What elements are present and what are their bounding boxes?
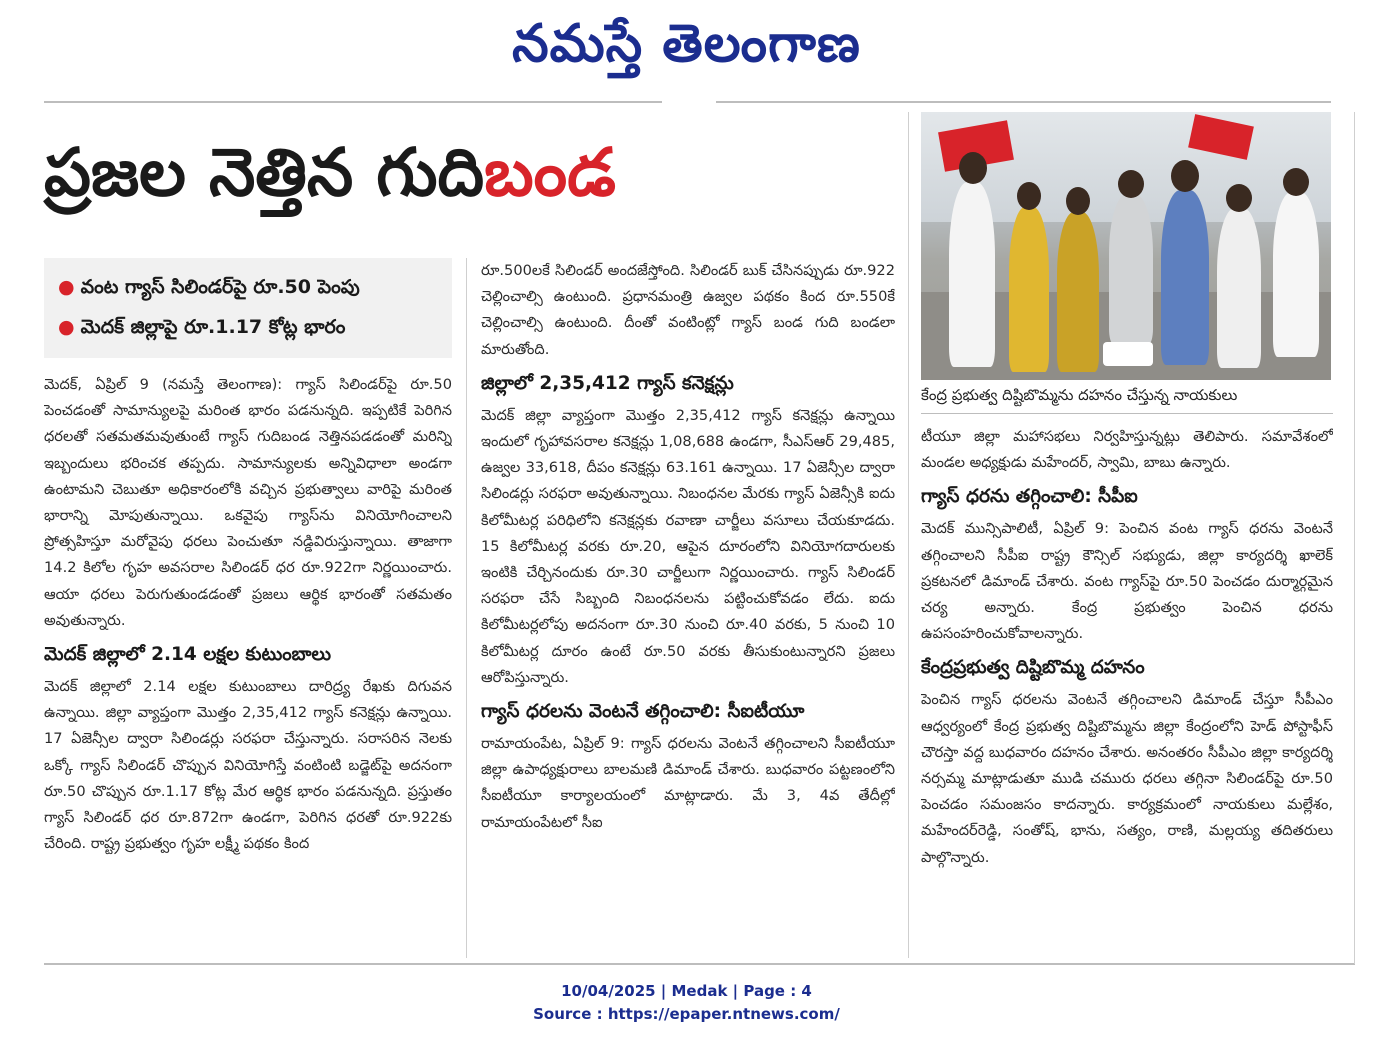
- column-divider: [466, 258, 467, 958]
- column-3-subheading-2: కేంద్రప్రభుత్వ దిష్టిబొమ్మ దహనం: [921, 657, 1145, 679]
- highlight-text: వంట గ్యాస్ సిలిండర్‌పై రూ.50 పెంపు: [80, 276, 360, 298]
- highlight-item: [58, 314, 448, 340]
- column-2: [481, 258, 895, 958]
- column-3: [921, 424, 1333, 958]
- highlights-box: [44, 258, 452, 358]
- photo-person: [949, 182, 995, 367]
- photo-person-head: [1017, 182, 1041, 210]
- headline-main: ప్రజల నెత్తిన గుది: [44, 134, 485, 211]
- highlight-item: [58, 274, 448, 300]
- bullet-icon: ●: [58, 276, 75, 298]
- photo-person: [1057, 212, 1099, 372]
- photo-person: [1109, 194, 1153, 344]
- photo-person-head: [1118, 170, 1144, 198]
- column-2-subheading-1: జిల్లాలో 2,35,412 గ్యాస్ కనెక్షన్లు: [481, 372, 734, 394]
- photo-caption: కేంద్ర ప్రభుత్వ దిష్టిబొమ్మను దహనం చేస్తున్న నాయకులు: [921, 386, 1238, 404]
- photo-effigy: [1103, 342, 1153, 366]
- column-3-body-1: మెదక్ మున్సిపాలిటీ, ఏప్రిల్ 9: పెంచిన వంట గ్యాస్ ధరను వెంటనే తగ్గించాలని సీపీఐ రాష్ట్ర కౌన్సిల్ సభ్యుడు, జిల్లా కార్యదర్శి ఖాలెక్ ప్రకటనలో డిమాండ్ చేశారు. వంట గ్యాస్‌పై రూ.50 పెంచడం దుర్మార్గమైన చర్య అన్నారు. కేంద్ర ప్రభుత్వం పెంచిన ధరను ఉపసంహరించుకోవాలన్నారు.: [921, 520, 1333, 643]
- column-2-subheading-2: గ్యాస్ ధరలను వెంటనే తగ్గించాలి: సీఐటీయూ: [481, 701, 805, 723]
- photo-person-head: [959, 152, 987, 184]
- column-2-body-1: మెదక్ జిల్లా వ్యాప్తంగా మొత్తం 2,35,412 గ్యాస్ కనెక్షన్లు ఉన్నాయి ఇందులో గృహావసరాల కనెక్షన్లు 1,08,688 ఉండగా, సీఎస్ఆర్ 29,485, ఉజ్వల 33,618, దీపం కనెక్షన్లు 63.161 ఉన్నాయి. 17 ఏజెన్సీల ద్వారా సిలిండర్లు సరఫరా అవుతున్నాయి. నిబంధనల మేరకు గ్యాస్ ఏజెన్సీకి ఐదు కిలోమీటర్ల పరిధిలోని కనెక్షన్లకు రవాణా చార్జీలు వసూలు చేయకూడదు. 15 కిలోమీటర్ల వరకు రూ.20, ఆపైన దూరంలోని వినియోగదారులకు ఇంటికి చేర్చినందుకు రూ.30 చార్జీలుగా నిర్ణయించారు. గ్యాస్ సిలిండర్ సరఫరా చేసే సిబ్బంది నిబంధనలను పట్టించుకోవడం లేదు. ఐదు కిలోమీటర్లలోపు అదనంగా రూ.30 నుంచి రూ.40 వరకు, 5 నుంచి 10 కిలోమీటర్ల దూరం ఉంటే రూ.50 వరకు తీసుకుంటున్నారని ప్రజలు ఆరోపిస్తున్నారు.: [481, 406, 895, 686]
- column-3-subheading-1: గ్యాస్ ధరను తగ్గించాలి: సీపీఐ: [921, 486, 1138, 508]
- headline: [44, 128, 904, 218]
- bullet-icon: ●: [58, 316, 75, 338]
- top-rule-right: [716, 101, 1331, 103]
- column-1-subheading: మెదక్ జిల్లాలో 2.14 లక్షల కుటుంబాలు: [44, 644, 331, 666]
- photo-person-head: [1066, 187, 1090, 215]
- news-photo: [921, 112, 1331, 380]
- bottom-rule: [44, 963, 1355, 965]
- photo-person-head: [1226, 184, 1252, 212]
- column-divider: [908, 112, 909, 958]
- headline-accent: బండ: [484, 134, 616, 211]
- photo-person: [1273, 192, 1319, 357]
- column-3-body-2: పెంచిన గ్యాస్ ధరలను వెంటనే తగ్గించాలని డిమాండ్ చేస్తూ సీపీఎం ఆధ్వర్యంలో కేంద్ర ప్రభుత్వ దిష్టిబొమ్మను జిల్లా కేంద్రంలోని హెడ్ పోస్టాఫీస్ చౌరస్తా వద్ద బుధవారం దహనం చేశారు. అనంతరం సీపీఎం జిల్లా కార్యదర్శి నర్సమ్మ మాట్లాడుతూ ముడి చమురు ధరలు తగ్గినా సిలిండర్‌పై రూ.50 పెంచడం సమంజసం కాదన్నారు. కార్యక్రమంలో నాయకులు మల్లేశం, మహేందర్‌రెడ్డి, సంతోష్, భాను, సత్యం, రాణి, మల్లయ్య తదితరులు పాల్గొన్నారు.: [921, 691, 1333, 866]
- photo-person-head: [1171, 160, 1199, 192]
- highlight-text: మెదక్ జిల్లాపై రూ.1.17 కోట్ల భారం: [80, 316, 346, 338]
- footer-source-link[interactable]: Source : https://epaper.ntnews.com/: [533, 1005, 840, 1023]
- column-2-lead: రూ.500లకే సిలిండర్ అందజేస్తోంది. సిలిండర్ బుక్ చేసినప్పుడు రూ.922 చెల్లించాల్సి ఉంటుంది. ప్రధానమంత్రి ఉజ్వల పథకం కింద రూ.550కే చెల్లించాల్సి ఉంటుంది. దీంతో వంటింట్లో గ్యాస్ బండ గుది బండలా మారుతోంది.: [481, 262, 895, 358]
- column-2-body-2: రామాయంపేట, ఏప్రిల్ 9: గ్యాస్ ధరలను వెంటనే తగ్గించాలని సీఐటీయూ జిల్లా ఉపాధ్యక్షురాలు బాలమణి డిమాండ్ చేశారు. బుధవారం పట్టణంలోని సీఐటీయూ కార్యాలయంలో మాట్లాడారు. మే 3, 4వ తేదీల్లో రామాయంపేటలో సీఐ: [481, 735, 895, 831]
- photo-person: [1217, 208, 1261, 368]
- column-1: [44, 372, 452, 956]
- photo-person: [1161, 190, 1209, 365]
- top-rule-left: [44, 101, 662, 103]
- column-3-lead: టీయూ జిల్లా మహాసభలు నిర్వహిస్తున్నట్లు తెలిపారు. సమావేశంలో మండల అధ్యక్షుడు మహేందర్, స్వామి, బాబు ఉన్నారు.: [921, 428, 1333, 472]
- footer-date-line: 10/04/2025 | Medak | Page : 4: [561, 982, 812, 1000]
- column-1-body: మెదక్ జిల్లాలో 2.14 లక్షల కుటుంబాలు దారిద్ర్య రేఖకు దిగువన ఉన్నాయి. జిల్లా వ్యాప్తంగా మొత్తం 2,35,412 గ్యాస్ కనెక్షన్లు ఉన్నాయి. 17 ఏజెన్సీల ద్వారా సిలిండర్లు సరఫరా చేస్తున్నారు. సరాసరిన నెలకు ఒక్కో గ్యాస్ సిలిండర్ చొప్పున వినియోగిస్తే వంటింటి బడ్జెట్‌పై అదనంగా రూ.50 చొప్పున రూ.1.17 కోట్ల మేర ఆర్థిక భారం పడనున్నది. ప్రస్తుతం గ్యాస్ సిలిండర్ ధర రూ.872గా ఉండగా, పెరిగిన ధరతో రూ.922కు చేరింది. రాష్ట్ర ప్రభుత్వం గృహ లక్ష్మీ పథకం కింద: [44, 678, 452, 853]
- photo-person: [1009, 207, 1049, 372]
- caption-rule: [921, 413, 1333, 414]
- masthead-logo: నమస్తే తెలంగాణ: [512, 14, 861, 74]
- right-edge-rule: [1354, 112, 1355, 964]
- column-1-lead: మెదక్, ఏప్రిల్ 9 (నమస్తే తెలంగాణ): గ్యాస్ సిలిండర్‌పై రూ.50 పెంచడంతో సామాన్యులపై మరింత భారం పడనున్నది. ఇప్పటికే పెరిగిన ధరలతో సతమతమవుతుంటే గ్యాస్ గుదిబండ నెత్తినపడడంతో మరిన్ని ఇబ్బందులు భరించక తప్పదు. సామాన్యులకు అన్నివిధాలా అండగా ఉంటామని చెబుతూ అధికారంలోకి వచ్చిన ప్రభుత్వాలు వారిపై మరింత భారాన్ని మోపుతున్నాయి. ఒకవైపు గ్యాస్‌ను వినియోగించాలని ప్రోత్సహిస్తూ మరోవైపు ధరలు పెంచుతూ నడ్డివిరుస్తున్నాయి. తాజాగా 14.2 కిలోల గృహ అవసరాల సిలిండర్ ధర రూ.922గా నిర్ణయించారు. ఆయా ధరలు పెరుగుతుండడంతో ప్రజలు ఆర్థిక భారంతో సతమతం అవుతున్నారు.: [44, 376, 452, 629]
- photo-person-head: [1283, 168, 1309, 196]
